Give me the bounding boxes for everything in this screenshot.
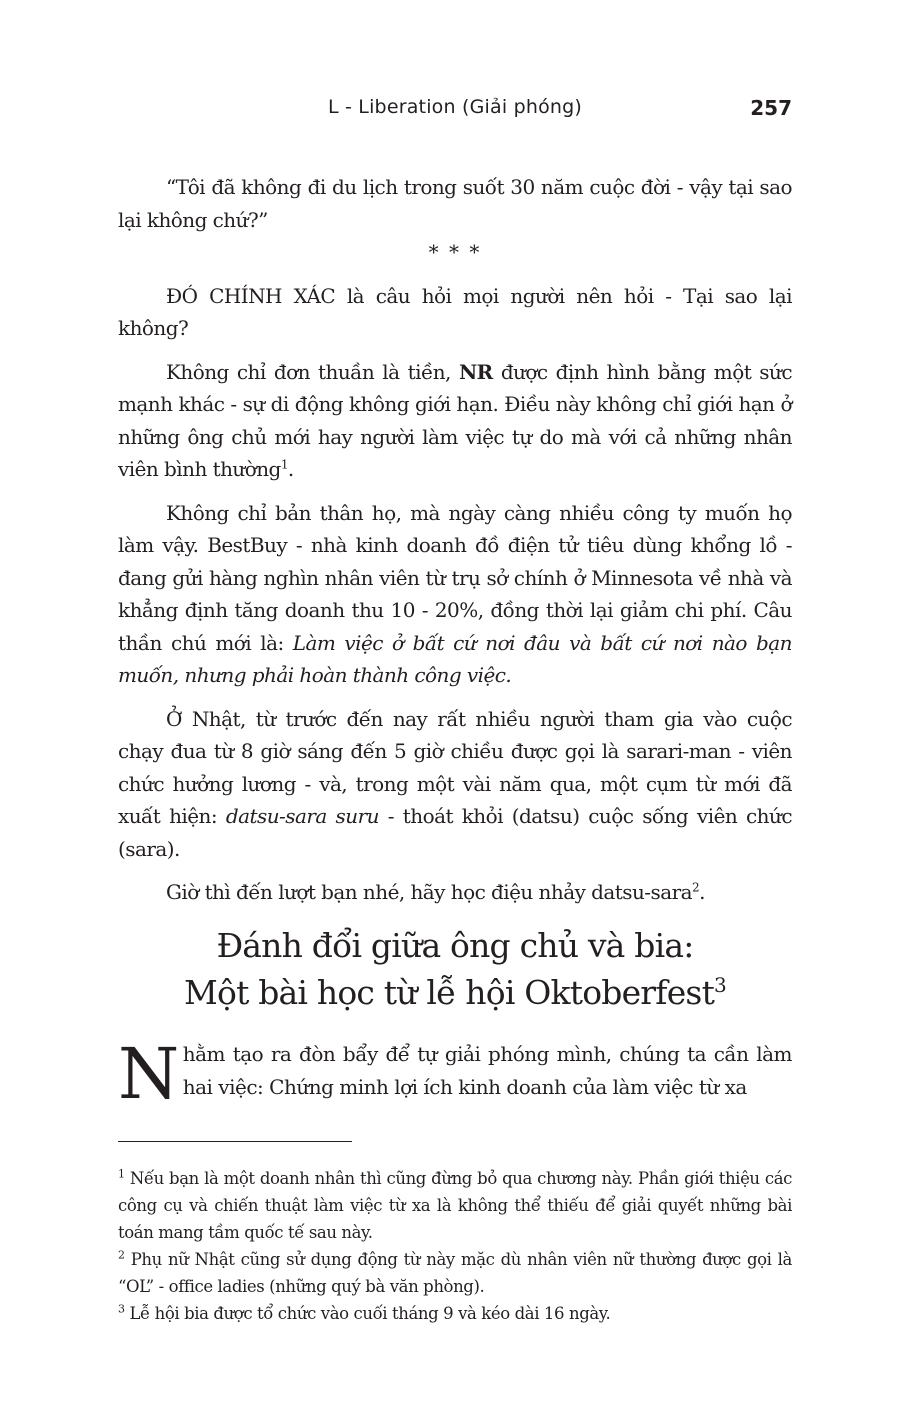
section-heading-line-2-text: Một bài học từ lễ hội Oktoberfest bbox=[184, 973, 715, 1012]
section-heading-line-1: Đánh đổi giữa ông chủ và bia: bbox=[216, 926, 694, 965]
footnote-ref-1: 1 bbox=[280, 457, 288, 472]
running-title: L - Liberation (Giải phóng) bbox=[327, 96, 583, 118]
footnote-2 bbox=[118, 1246, 792, 1300]
footnote-3 bbox=[118, 1300, 792, 1327]
paragraph-2 bbox=[118, 356, 792, 486]
paragraph-3 bbox=[118, 497, 792, 692]
footnote-ref-2: 2 bbox=[691, 880, 700, 895]
quote-paragraph: “Tôi đã không đi du lịch trong suốt 30 năm cuộc đời - vậy tại sao lại không chứ?” bbox=[118, 175, 792, 232]
paragraph-5-text-b: . bbox=[699, 880, 705, 904]
section-separator: * * * bbox=[428, 240, 482, 264]
footnote-2-number: 2 bbox=[118, 1248, 125, 1262]
page-number: 257 bbox=[750, 96, 792, 120]
footnote-3-text: Lễ hội bia được tổ chức vào cuối tháng 9 và kéo dài 16 ngày. bbox=[124, 1304, 611, 1323]
paragraph-2-text-b: được định hình bằng một sức mạnh khác - sự di động không giới hạn. Điều này không chỉ giới hạn ở những ông chủ mới hay người làm việc tự do mà với cả những nhân viên bình thường bbox=[118, 359, 792, 481]
footnote-3-number: 3 bbox=[118, 1302, 125, 1316]
footnote-2-text: Phụ nữ Nhật cũng sử dụng động từ này mặc dù nhân viên nữ thường được gọi là “OL” - office ladies (những quý bà văn phòng). bbox=[118, 1250, 792, 1296]
paragraph-3-text: Không chỉ bản thân họ, mà ngày càng nhiều công ty muốn họ làm vậy. BestBuy - nhà kinh doanh đồ điện tử tiêu dùng khổng lồ - đang gửi hàng nghìn nhân viên từ trụ sở chính ở Minnesota về nhà và khẳng định tăng doanh thu 10 - 20%, đồng thời lại giảm chi phí. Câu thần chú mới là: bbox=[118, 500, 792, 655]
paragraph-2-text-a: Không chỉ đơn thuần là tiền, bbox=[166, 359, 459, 384]
paragraph-4-italic: datsu-sara suru bbox=[225, 804, 379, 828]
footnote-1 bbox=[118, 1165, 792, 1246]
paragraph-5-text-a: Giờ thì đến lượt bạn nhé, hãy học điệu nhảy datsu-sara bbox=[166, 880, 692, 904]
paragraph-2-text-c: . bbox=[287, 457, 294, 481]
footnote-divider bbox=[118, 1141, 352, 1142]
footnote-1-text: Nếu bạn là một doanh nhân thì cũng đừng bỏ qua chương này. Phần giới thiệu các công cụ và chiến thuật làm việc từ xa là không thể thiếu để giải quyết những bài toán mang tầm quốc tế sau này. bbox=[118, 1169, 792, 1242]
paragraph-4-text-a: Ở Nhật, từ trước đến nay rất nhiều người tham gia vào cuộc chạy đua từ 8 giờ sáng đến 5 giờ chiều được gọi là sarari-man - viên chức hưởng lương - và, trong một vài năm qua, một cụm từ mới đã xuất hiện: bbox=[118, 706, 792, 828]
paragraph-5 bbox=[118, 876, 792, 909]
footnotes bbox=[118, 1165, 792, 1327]
running-header bbox=[118, 96, 792, 126]
paragraph-4-text-b: - thoát khỏi (datsu) cuộc sống viên chức (sara). bbox=[118, 804, 792, 861]
section-heading bbox=[118, 922, 792, 1016]
footnote-1-number: 1 bbox=[118, 1167, 125, 1181]
body-text bbox=[118, 171, 792, 909]
section-heading-line-2 bbox=[118, 969, 792, 1016]
footnote-ref-3: 3 bbox=[714, 973, 726, 997]
opening-paragraph bbox=[118, 1033, 792, 1115]
paragraph-3-italic: Làm việc ở bất cứ nơi đâu và bất cứ nơi nào bạn muốn, nhưng phải hoàn thành công việc. bbox=[118, 630, 792, 687]
opening-text: hằm tạo ra đòn bẩy để tự giải phóng mình, chúng ta cần làm hai việc: Chứng minh lợi ích kinh doanh của làm việc từ xa bbox=[182, 1042, 792, 1099]
paragraph-2-bold: NR bbox=[458, 359, 493, 384]
drop-cap: N bbox=[118, 1033, 179, 1115]
paragraph-4 bbox=[118, 703, 792, 866]
paragraph-1: ĐÓ CHÍNH XÁC là câu hỏi mọi người nên hỏi - Tại sao lại không? bbox=[118, 283, 792, 340]
